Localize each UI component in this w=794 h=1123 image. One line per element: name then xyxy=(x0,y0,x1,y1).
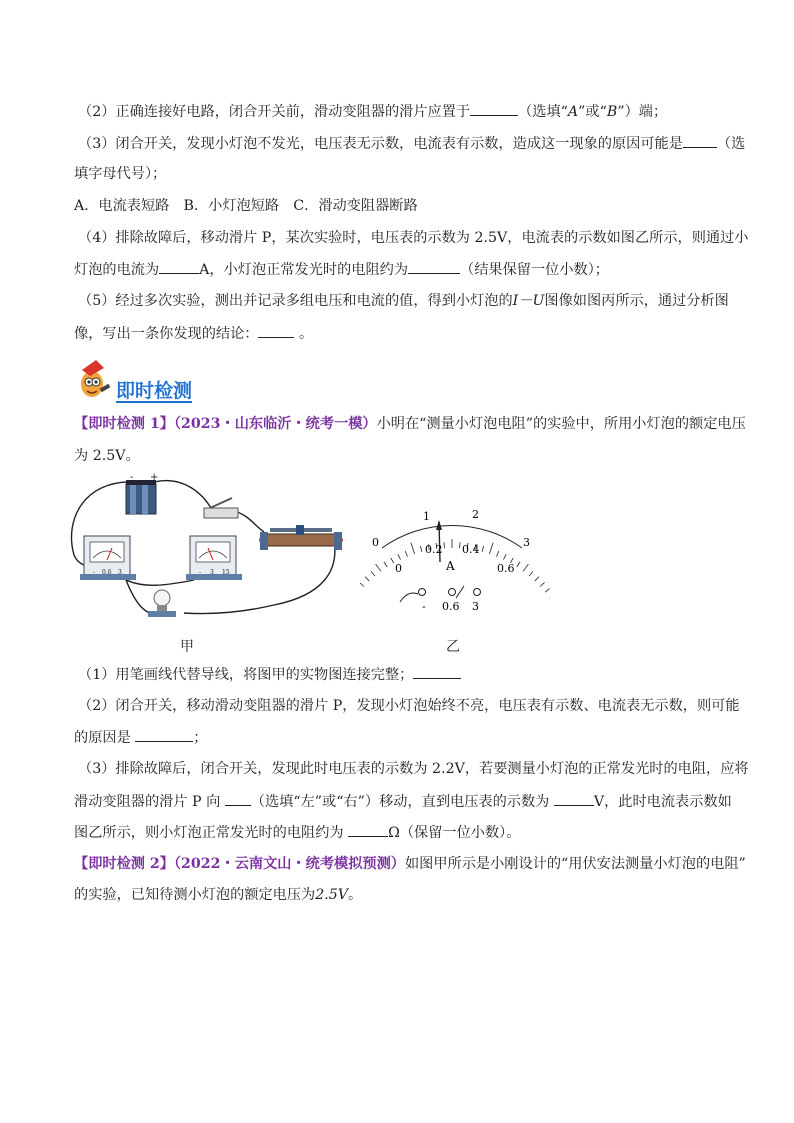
q4-text-b: A，小灯泡正常发光时的电阻约为 xyxy=(199,262,409,278)
question-5-prev-line1 xyxy=(78,291,728,311)
inner-scale-label: 0.6 xyxy=(497,562,515,575)
check1-tag: 【即时检测 1】 xyxy=(74,416,174,432)
q5-text-end: 。 xyxy=(298,326,314,342)
check2-text-a: 的实验，已知待测小灯泡的额定电压为 xyxy=(74,887,316,903)
check2-tag: 【即时检测 2】 xyxy=(74,856,174,872)
dial-tick xyxy=(398,554,401,559)
right-meter-terminal-label: 3 xyxy=(210,569,214,576)
c1-q3-text-b: （选填“左”或“右”）移动，直到电压表的示数为 xyxy=(250,794,550,810)
dial-tick xyxy=(371,571,375,576)
left-meter-terminal-label: 0.6 xyxy=(102,569,112,576)
pencil-mascot-icon xyxy=(74,358,114,402)
options-line: A．电流表短路 B．小灯泡短路 C．滑动变阻器断路 xyxy=(74,198,418,214)
q5-text-a2: 像，写出一条你发现的结论： xyxy=(74,326,259,342)
answer-blank xyxy=(554,791,594,806)
check2-source: （2022・云南文山・统考模拟预测） xyxy=(173,856,405,872)
dial-tick xyxy=(365,577,369,581)
answer-blank xyxy=(348,822,388,837)
inner-scale-label: 0 xyxy=(395,562,402,575)
answer-blank xyxy=(470,101,518,116)
q3-text-end: （选 xyxy=(716,136,746,152)
q4-text-c: （结果保留一位小数）； xyxy=(460,262,609,278)
section-heading xyxy=(74,358,274,402)
dial-tick xyxy=(405,551,407,557)
question-4-prev-line1: （4）排除故障后，移动滑片 P，某次实验时，电压表的示数为 2.5V，电流表的示数如图乙所示，则通过小 xyxy=(78,230,749,246)
dial-tick xyxy=(545,588,550,592)
answer-blank xyxy=(258,323,294,338)
check2-line2 xyxy=(74,885,724,905)
iu-graph-label: I－U xyxy=(512,293,545,309)
answer-blank xyxy=(225,791,251,806)
c1-q2-text: 的原因是 xyxy=(74,730,131,746)
q2-text-mid: （选填“ xyxy=(518,104,568,120)
q3-text: （3）闭合开关，发现小灯泡不发光，电压表无示数，电流表有示数，造成这一现象的原因可能是 xyxy=(78,136,683,152)
c1-question-3-line2 xyxy=(74,791,732,812)
outer-scale-label: 3 xyxy=(523,536,530,549)
dial-tick xyxy=(482,546,484,552)
dial-tick xyxy=(540,582,544,586)
ammeter-dial-figure xyxy=(360,500,550,620)
question-3-prev-line2: 填字母代号）； xyxy=(74,166,167,182)
switch-icon xyxy=(204,498,238,518)
check2-line1 xyxy=(74,854,746,874)
q5-text-a: （5）经过多次实验，测出并记录多组电压和电流的值，得到小灯泡的 xyxy=(78,293,513,309)
dial-tick xyxy=(420,546,422,552)
check1-text: 小明在“测量小灯泡电阻”的实验中，所用小灯泡的额定电压 xyxy=(376,416,746,432)
dial-tick xyxy=(411,543,415,554)
terminal-label: 0.6 xyxy=(442,600,460,613)
answer-blank xyxy=(135,727,193,742)
option-b: B xyxy=(606,104,618,120)
light-bulb-icon xyxy=(148,590,176,617)
rheostat-icon xyxy=(259,525,343,550)
q2-text-suffix: ”）端； xyxy=(617,104,668,120)
answer-blank xyxy=(408,259,460,274)
q2-text: （2）正确连接好电路，闭合开关前，滑动变阻器的滑片应置于 xyxy=(78,104,471,120)
left-meter-terminal-label: - xyxy=(93,569,96,576)
question-5-prev-line2 xyxy=(74,323,724,344)
dial-tick xyxy=(529,571,533,576)
inner-scale-label: 0.2 xyxy=(425,543,443,556)
dial-tick xyxy=(504,554,507,559)
answer-blank xyxy=(683,133,717,148)
right-meter-terminal-label: - xyxy=(199,569,202,576)
outer-scale-label: 1 xyxy=(423,510,430,523)
dial-tick xyxy=(497,551,499,557)
c1-q3-text-a: 滑动变阻器的滑片 P 向 xyxy=(74,794,221,810)
outer-scale-label: 0 xyxy=(372,536,379,549)
right-meter-terminal-label: 15 xyxy=(222,569,230,576)
c1-q3-text-c: V，此时电流表示数如 xyxy=(593,794,732,810)
dial-tick xyxy=(489,543,493,554)
c1-question-2-line2: 的原因是 ； xyxy=(74,727,724,748)
outer-scale-label: 2 xyxy=(472,508,479,521)
check1-line2: 为 2.5V。 xyxy=(74,448,140,464)
c1-question-3-line3 xyxy=(74,822,724,843)
svg-text:+: + xyxy=(150,472,159,483)
answer-blank xyxy=(413,664,461,679)
rated-voltage: 2.5V xyxy=(315,887,349,903)
dial-tick xyxy=(376,564,381,571)
check1-line1 xyxy=(74,414,746,434)
circuit-figure xyxy=(64,470,354,630)
c1-q3-text-d: 图乙所示，则小灯泡正常发光时的电阻约为 xyxy=(74,825,344,841)
question-4-prev-line2 xyxy=(74,259,724,280)
caption-jia: 甲 xyxy=(180,639,194,655)
question-3-prev-line1 xyxy=(78,133,746,154)
battery-icon xyxy=(126,472,158,514)
svg-text:-: - xyxy=(130,472,134,483)
dial-tick xyxy=(523,564,528,571)
answer-blank xyxy=(159,259,199,274)
inner-scale-label: 0.4 xyxy=(462,543,480,556)
section-title: 即时检测 xyxy=(116,380,193,402)
unit-label: A xyxy=(446,559,455,573)
c1-q3-text-e: Ω（保留一位小数）。 xyxy=(388,825,521,841)
q4-text-a: 灯泡的电流为 xyxy=(74,262,160,278)
c1-question-1 xyxy=(78,664,728,685)
dial-tick xyxy=(384,562,387,567)
c1-question-2-line1: （2）闭合开关，移动滑动变阻器的滑片 P，发现小灯泡始终不亮，电压表有示数、电流表无示数，则可能 xyxy=(78,698,740,714)
caption-yi: 乙 xyxy=(446,639,460,655)
q2-text-or: ”或“ xyxy=(578,104,607,120)
terminal-label: 3 xyxy=(472,600,479,613)
option-a: A xyxy=(567,104,579,120)
question-2-prev xyxy=(78,101,728,122)
c1-question-3-line1: （3）排除故障后，闭合开关，发现此时电压表的示数为 2.2V，若要测量小灯泡的正常发光时的电阻，应将 xyxy=(78,761,749,777)
dial-tick xyxy=(391,558,394,563)
check2-text: 如图甲所示是小刚设计的“用伏安法测量小灯泡的电阻” xyxy=(404,856,746,872)
q5-text-b: 图像如图丙所示，通过分析图 xyxy=(544,293,729,309)
left-meter-terminal-label: 3 xyxy=(118,569,122,576)
dial-tick xyxy=(517,562,520,567)
check2-text-end: 。 xyxy=(348,887,363,903)
dial-tick xyxy=(360,582,364,586)
dial-tick xyxy=(535,577,539,581)
check1-source: （2023・山东临沂・统考一模） xyxy=(173,416,377,432)
voltmeter-device-icon xyxy=(186,536,242,580)
c1-q1-text: （1）用笔画线代替导线，将图甲的实物图连接完整； xyxy=(78,667,414,683)
terminal-label: - xyxy=(422,600,426,613)
